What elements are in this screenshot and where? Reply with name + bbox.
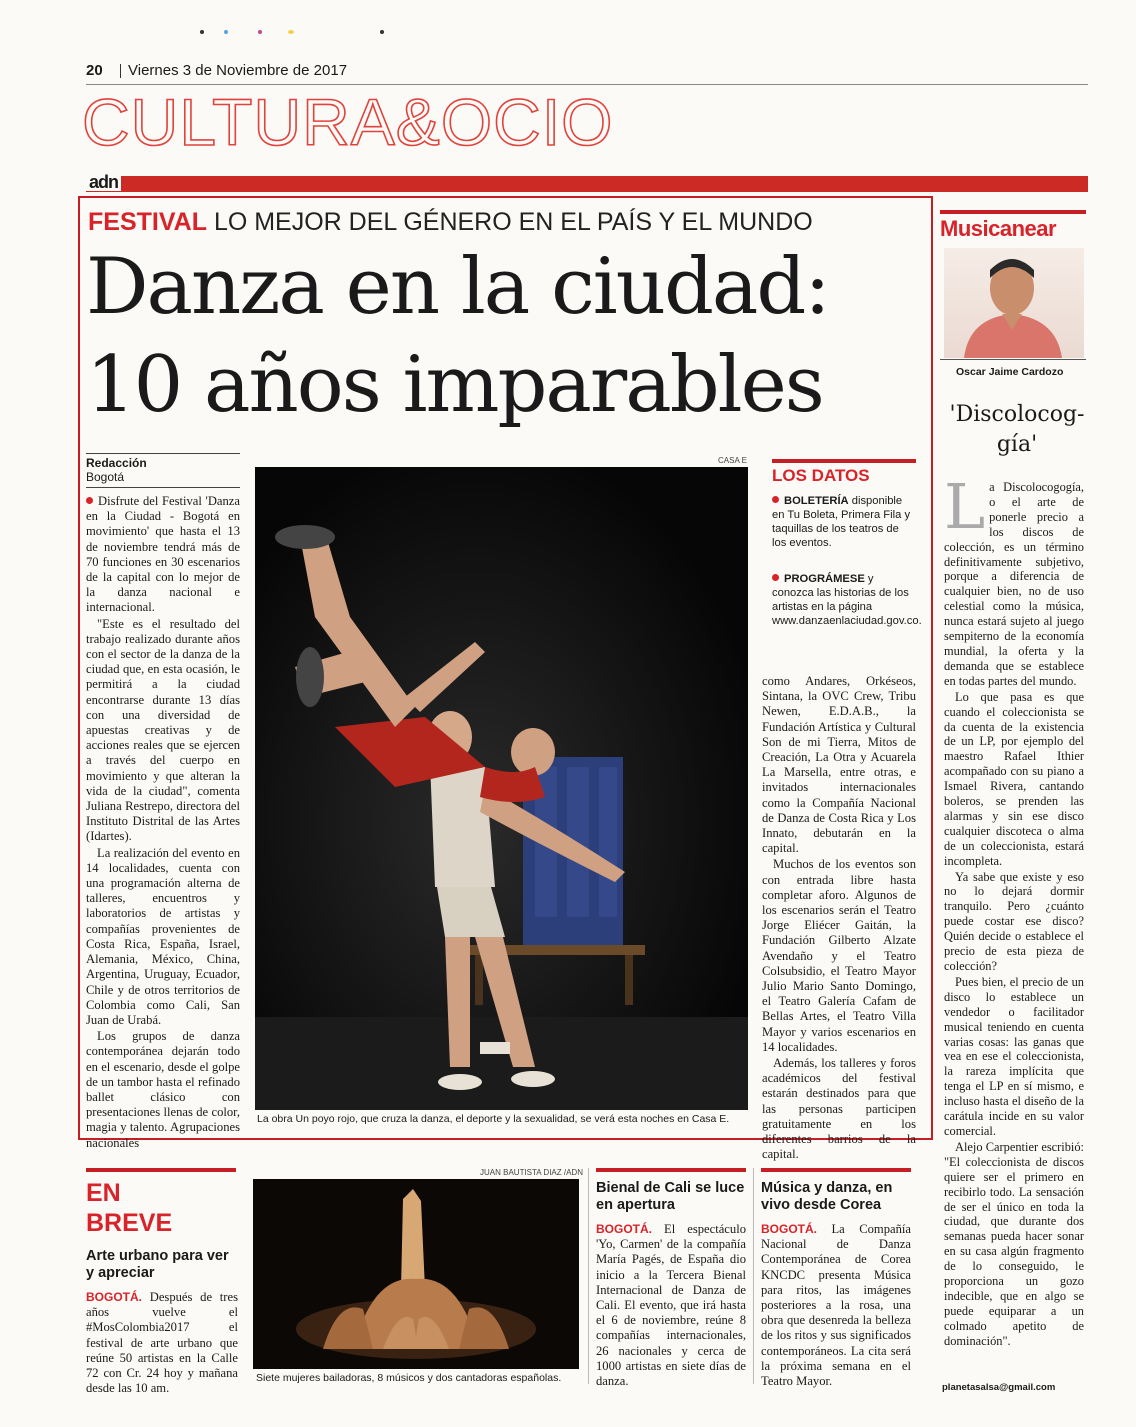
dancers-group-image (253, 1179, 579, 1369)
en-breve-title (86, 1178, 172, 1238)
bienal-city: BOGOTÁ. (596, 1222, 652, 1236)
paragraph: La Discolocogogía, o el arte de ponerle precio a los discos de colección, es un término definitivamente subjetivo, porque a diferencia de cualquier bien, no de uso celestial como la música, nunca estará sujeto al juego sempiterno de la economía mundial, la oferta y la demanda que se establece en todas partes del mundo. (944, 470, 1084, 688)
story-column-1 (86, 494, 240, 1152)
brief-body (86, 1290, 238, 1397)
byline-city: Bogotá (86, 470, 125, 484)
photo-credit-2: JUAN BAUTISTA DIAZ /ADN (480, 1168, 583, 1177)
byline: Redacción (86, 456, 147, 470)
paragraph: La realización del evento en 14 localidades, cuenta con una programación alterna de talleres, encuentros y laboratorios de artistas y compañías provenientes de Costa Rica, España, Israel, Alemania, México, China, Argentina, Uruguay, Ecuador, Chile y de otros territorios de Colombia como Cali, San Juan de Urabá. (86, 845, 240, 1027)
photo-credit: CASA E (718, 456, 747, 465)
brief-city: BOGOTÁ. (86, 1290, 142, 1304)
story-column-3 (762, 674, 916, 1164)
los-datos-item-1: BOLETERÍA disponible en Tu Boleta, Primera Fila y taquillas de los teatros de los eventos. (772, 495, 911, 549)
column-email[interactable]: planetasalsa@gmail.com (942, 1382, 1056, 1393)
paragraph: Además, los talleres y foros académicos del festival estarán destinados para que las personas participen gratuitamente en los diferentes barrios de la capital. (762, 1056, 916, 1162)
los-datos-item-2: PROGRÁMESE y conozca las historias de los artistas en la página www.danzaenlaciudad.gov.co. (772, 573, 922, 627)
column-divider (588, 1168, 589, 1384)
column-divider (753, 1168, 754, 1384)
paragraph: Los grupos de danza contemporánea dejarán todo en el escenario, desde el golpe de un tambor hasta el refinado ballet clásico con presentaciones llenas de color, magia y talento. Agrupaciones nacionales (86, 1029, 240, 1150)
bienal-headline: Bienal de Cali se luce en apertura (596, 1180, 745, 1213)
bienal-body (596, 1222, 746, 1390)
bullet-icon (772, 574, 779, 581)
avatar (944, 248, 1084, 358)
paragraph: BOGOTÁ. Después de tres años vuelve el #MosColombia2017 el festival de arte urbano que reúne 50 artistas en la Calle 72 con Cr. 24 hoy y mañana desde las 10 am. (86, 1290, 238, 1396)
page-number: 20 (86, 62, 103, 79)
paragraph: Lo que pasa es que cuando el coleccionista se da cuenta de la existencia de un LP, por ejemplo del maestro Rafael Ithier acompañado con su piano a Ismael Rivera, cantando boleros, se prenden las alarmas y sin ese disco cualquier discoteca o alma de un coleccionista, estará incompleta. (944, 689, 1084, 868)
issue-date: Viernes 3 de Noviembre de 2017 (128, 62, 348, 79)
musicanear-title: Musicanear (940, 216, 1057, 241)
dancers-image (255, 467, 748, 1110)
adn-logo: adn (86, 173, 121, 191)
bienal-rule (596, 1168, 746, 1172)
headline-line-2: 10 años imparables (86, 340, 823, 430)
columnist-photo (944, 248, 1084, 358)
kicker-text: LO MEJOR DEL GÉNERO EN EL PAÍS Y EL MUNDO (213, 208, 813, 236)
column-title-line-1: 'Discolocog- (949, 402, 1085, 427)
columnist-photo-rule (940, 359, 1086, 360)
column-title-line-2: gía' (996, 432, 1038, 457)
corea-body (761, 1222, 911, 1390)
paragraph: Ya sabe que existe y eso no lo dejará dormir tranquilo. Pero ¿cuánto puede costar ese disco? Quién decide o establece el precio de esta pieza de colección? (944, 869, 1084, 973)
bienal-photo (253, 1179, 579, 1369)
los-datos-title: LOS DATOS (772, 466, 870, 485)
brief-headline: Arte urbano para ver y apreciar (86, 1248, 229, 1281)
musicanear-rule (940, 210, 1086, 214)
byline-rule-bottom (86, 487, 240, 488)
kicker-label: FESTIVAL (88, 208, 207, 236)
paragraph: Muchos de los eventos son con entrada libre hasta completar aforo. Algunos de los escenarios serán el Teatro Jorge Eliécer Gaitán, la Fundación Gilberto Alzate Avendaño y el Teatro Colsubsidio, el Teatro Mayor Julio Mario Santo Domingo, el Teatro Galería Cafam de Bellas Artes, el Teatro Villa Mayor y varios escenarios en 14 localidades. (762, 857, 916, 1054)
paragraph: Alejo Carpentier escribió: "El coleccionista de discos quiere ser el primero en recibirlo todo. La sensación de ser el único en toda la ciudad, que durante dos semanas pueda hacer sonar en su casa algún fragmento de lo conseguido, le proporciona un gozo indecible, que en algo se puede equiparar a un colmado apetito de dominación". (944, 1139, 1084, 1348)
column-body (944, 470, 1084, 1350)
corea-city: BOGOTÁ. (761, 1222, 817, 1236)
headline-line-1: Danza en la ciudad: (86, 242, 829, 332)
paragraph: "Este es el resultado del trabajo realizado durante años con el sector de la danza de la ciudad que, en esta ocasión, le permitirá a la ciudad encontrarse durante 13 días con una diversidad de apuestas creativas y de acciones reales que se ejercen a través del cuerpo en movimiento y que alteran la vida de la ciudad", comenta Juliana Restrepo, directora del Instituto Distrital de las Artes (Idartes). (86, 616, 240, 844)
corea-headline: Música y danza, en vivo desde Corea (761, 1180, 893, 1213)
byline-rule (86, 453, 240, 454)
columnist-name: Oscar Jaime Cardozo (956, 366, 1064, 378)
paragraph: BOGOTÁ. El espectáculo 'Yo, Carmen' de la compañía María Pagés, de España dio inicio a la Tercera Bienal Internacional de Danza de Cali. El evento, que irá hasta el 6 de noviembre, reúne 8 compañías internacionales, 26 nacionales y cerca de 1000 artistas en siete días de danza. (596, 1222, 746, 1389)
column-title (944, 400, 1090, 460)
photo-caption: La obra Un poyo rojo, que cruza la danza, el deporte y la sexualidad, se verá esta noches en Casa E. (257, 1113, 730, 1125)
adn-bar (86, 176, 1088, 192)
section-title: CULTURA&OCIO (82, 85, 614, 159)
print-registration-marks (200, 30, 390, 36)
en-breve-rule (86, 1168, 236, 1172)
en-breve-line-1: EN (86, 1179, 121, 1207)
bullet-icon (772, 496, 779, 503)
paragraph: BOGOTÁ. La Compañía Nacional de Danza Contemporánea de Corea KNCDC presenta Música para ritos, las imágenes posteriores a la rosa, una obra que desenreda la belleza de los ritos y sus significados contemporáneos. La cita será la próxima semana en el Teatro Mayor. (761, 1222, 911, 1389)
photo-caption-2: Siete mujeres bailadoras, 8 músicos y dos cantadoras españolas. (256, 1372, 562, 1384)
los-datos-rule (772, 459, 916, 463)
headline (86, 238, 926, 434)
corea-rule (761, 1168, 911, 1172)
bullet-icon (86, 497, 93, 504)
drop-cap: L (944, 470, 986, 543)
paragraph: como Andares, Orkéseos, Sintana, la OVC Crew, Tribu Newen, E.D.A.B., la Fundación Artística y Cultural Son de mi Tierra, Mitos de Creación, La Otra y Acuarela La Marsella, entre otras, e invitados internacionales como la Compañía Nacional de Danza de Costa Rica y Los Innato, debutarán en la capital. (762, 674, 916, 856)
en-breve-line-2: BREVE (86, 1209, 173, 1237)
story-kicker (88, 208, 813, 236)
paragraph: Disfrute del Festival 'Danza en la Ciudad - Bogotá en movimiento' que hasta el 13 de noviembre tendrá más de 70 funciones en 30 escenarios de la capital con lo mejor de la danza nacional e internacional. (86, 494, 240, 615)
paragraph: Pues bien, el precio de un disco lo establece un vendedor o facilitador musical teniendo en cuenta varias cosas: las ganas que vea en ese el coleccionista, la rareza implícita que tenga el LP en sí mismo, e incluso hasta el diseño de la carátula incide en su valor comercial. (944, 974, 1084, 1138)
header-divider (120, 64, 121, 78)
main-photo (255, 467, 748, 1110)
